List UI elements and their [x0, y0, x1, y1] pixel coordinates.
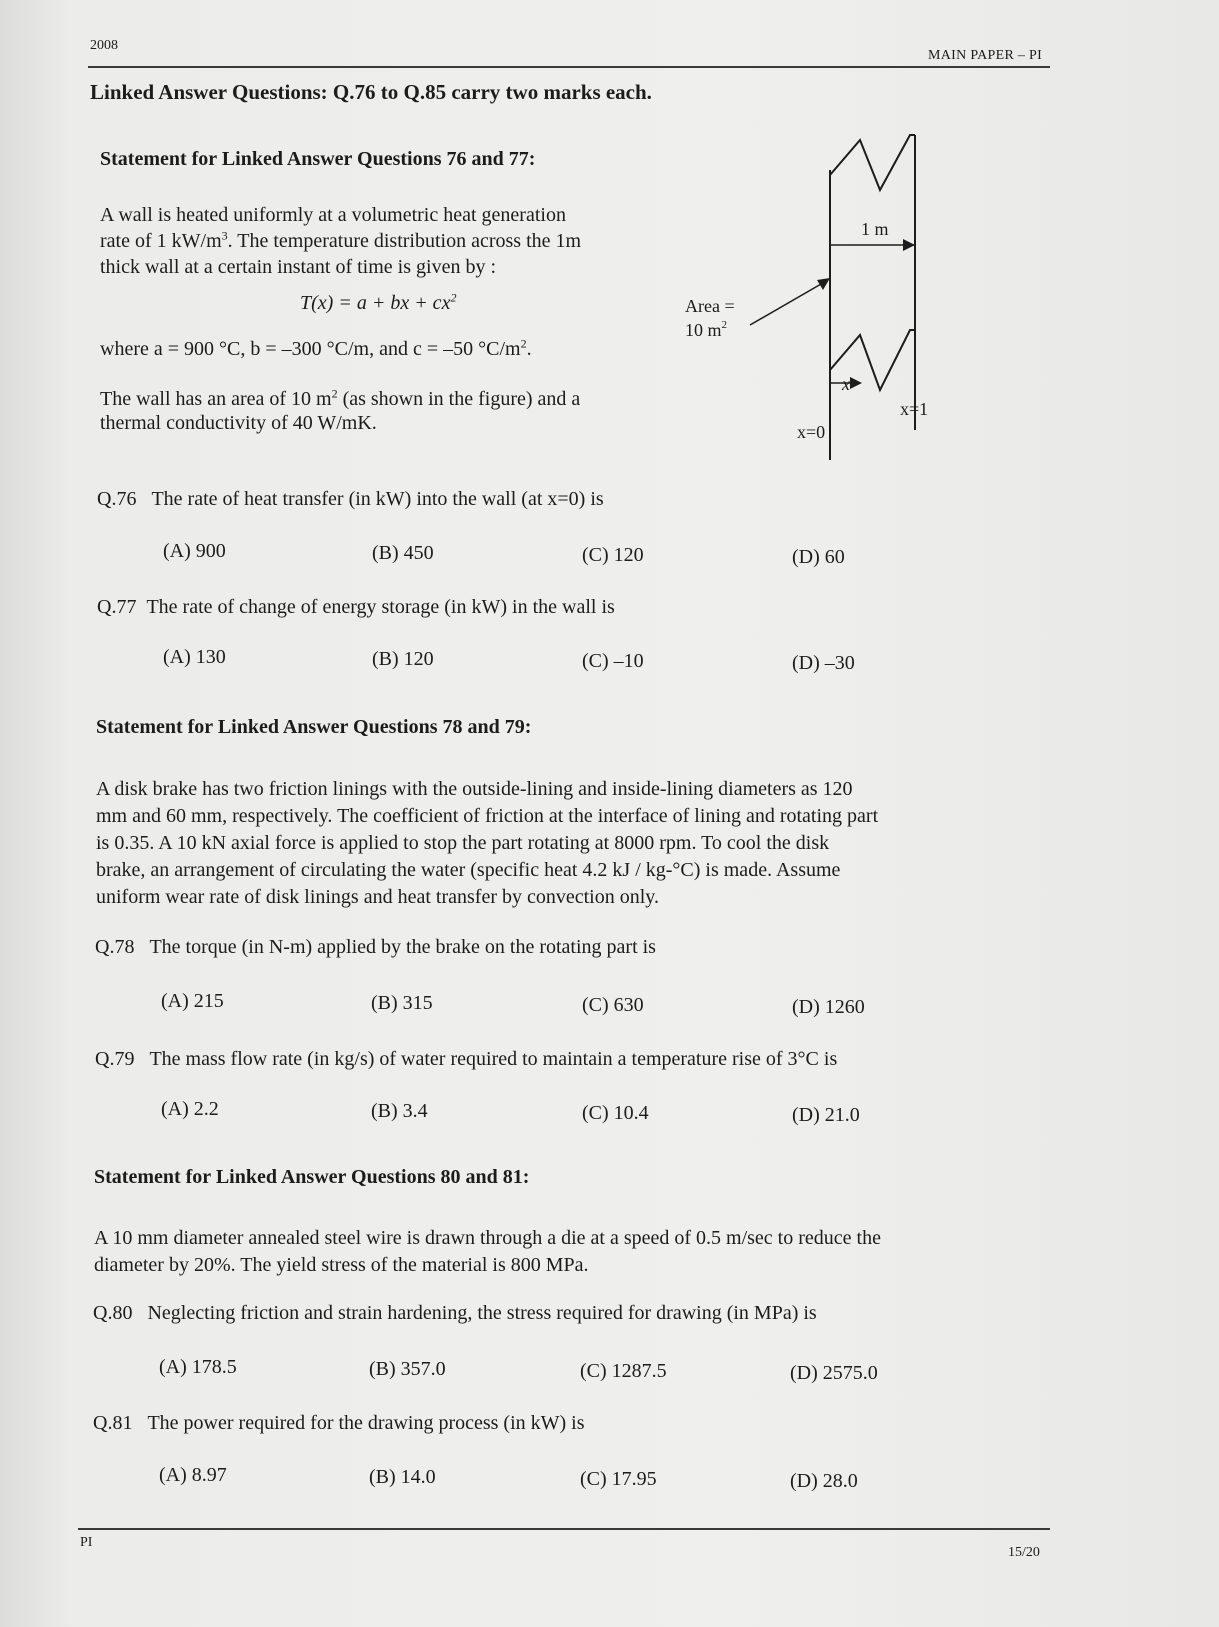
q79-option-c[interactable]: (C) 10.4 [582, 1102, 649, 1124]
q78-option-c[interactable]: (C) 630 [582, 994, 644, 1016]
statement-78-79-line5: uniform wear rate of disk linings and heat transfer by convection only. [96, 886, 659, 908]
q78-option-d[interactable]: (D) 1260 [792, 996, 865, 1018]
q78-option-a[interactable]: (A) 215 [161, 990, 224, 1012]
wall-area-line: The wall has an area of 10 $m^2$ (as shown in the figure) and a [100, 386, 581, 410]
area-label: Area = [685, 296, 735, 316]
q81-option-c[interactable]: (C) 17.95 [580, 1468, 657, 1490]
q76-option-a[interactable]: (A) 900 [163, 540, 226, 562]
statement-80-81-line1: A 10 mm diameter annealed steel wire is drawn through a die at a speed of 0.5 m/sec to reduce the [94, 1227, 881, 1249]
q77-option-b[interactable]: (B) 120 [372, 648, 434, 670]
section-heading-76-77: Statement for Linked Answer Questions 76 and 77: [100, 148, 536, 170]
area-value: 10 $m^2$ [685, 319, 728, 340]
x0-label: x=0 [797, 422, 826, 442]
q81-option-a[interactable]: (A) 8.97 [159, 1464, 227, 1486]
q79-option-b[interactable]: (B) 3.4 [371, 1100, 428, 1122]
area-pointer-line [750, 280, 828, 325]
q77-option-d[interactable]: (D) –30 [792, 652, 855, 674]
statement-78-79-line3: is 0.35. A 10 kN axial force is applied to stop the part rotating at 8000 rpm. To cool the disk [96, 832, 830, 854]
question-80: Q.80 Neglecting friction and strain hardening, the stress required for drawing (in MPa) is [93, 1302, 817, 1324]
page-title: Linked Answer Questions: Q.76 to Q.85 carry two marks each. [90, 80, 652, 104]
temperature-formula: T(x) = a + bx + $cx^2$ [300, 290, 457, 314]
section-heading-80-81: Statement for Linked Answer Questions 80 and 81: [94, 1166, 530, 1188]
top-break-line [830, 135, 915, 190]
q81-option-d[interactable]: (D) 28.0 [790, 1470, 858, 1492]
question-78: Q.78 The torque (in N-m) applied by the brake on the rotating part is [95, 936, 656, 958]
wall-figure [685, 130, 980, 470]
q76-option-d[interactable]: (D) 60 [792, 546, 845, 568]
q76-option-b[interactable]: (B) 450 [372, 542, 434, 564]
area-pointer-arrowhead [817, 278, 830, 290]
q77-option-a[interactable]: (A) 130 [163, 646, 226, 668]
question-76: Q.76 The rate of heat transfer (in kW) into the wall (at x=0) is [97, 488, 604, 510]
q81-option-b[interactable]: (B) 14.0 [369, 1466, 436, 1488]
question-79: Q.79 The mass flow rate (in kg/s) of water required to maintain a temperature rise of 3°C is [95, 1048, 838, 1070]
page-number: 15/20 [1008, 1545, 1040, 1560]
header-year: 2008 [90, 38, 118, 53]
header-rule [88, 66, 1050, 68]
footer-paper-code: PI [80, 1535, 93, 1550]
question-81: Q.81 The power required for the drawing process (in kW) is [93, 1412, 585, 1434]
statement-78-79-line4: brake, an arrangement of circulating the water (specific heat 4.2 kJ / kg-°C) is made. Assume [96, 859, 841, 881]
x-axis-label: x [842, 374, 850, 394]
question-77: Q.77 The rate of change of energy storage (in kW) in the wall is [97, 596, 615, 618]
statement-76-77-line2: rate of 1 $kW/m^3$. The temperature distribution across the 1m [100, 228, 582, 252]
statement-76-77-line3: thick wall at a certain instant of time is given by : [100, 256, 497, 278]
statement-76-77-line1: A wall is heated uniformly at a volumetric heat generation [100, 204, 566, 226]
thickness-arrowhead [903, 239, 915, 251]
statement-78-79-line2: mm and 60 mm, respectively. The coefficient of friction at the interface of lining and rotating part [96, 805, 879, 827]
q79-option-a[interactable]: (A) 2.2 [161, 1098, 219, 1120]
wall-conductivity-line: thermal conductivity of 40 W/mK. [100, 412, 377, 434]
statement-80-81-line2: diameter by 20%. The yield stress of the material is 800 MPa. [94, 1254, 589, 1276]
q78-option-b[interactable]: (B) 315 [371, 992, 433, 1014]
q77-option-c[interactable]: (C) –10 [582, 650, 644, 672]
x1-label: x=1 [900, 399, 929, 419]
q80-option-d[interactable]: (D) 2575.0 [790, 1362, 878, 1384]
x-axis-arrowhead [850, 377, 862, 389]
constants-line: where a = 900 °C, b = –300 °C/m, and c = –50 $^\circ C/m^2$. [100, 336, 532, 360]
q79-option-d[interactable]: (D) 21.0 [792, 1104, 860, 1126]
footer-rule [78, 1528, 1050, 1530]
thickness-label: 1 m [861, 219, 889, 239]
statement-78-79-line1: A disk brake has two friction linings with the outside-lining and inside-lining diameters as 120 [96, 778, 853, 800]
q80-option-a[interactable]: (A) 178.5 [159, 1356, 237, 1378]
q80-option-c[interactable]: (C) 1287.5 [580, 1360, 667, 1382]
section-heading-78-79: Statement for Linked Answer Questions 78 and 79: [96, 716, 532, 738]
q76-option-c[interactable]: (C) 120 [582, 544, 644, 566]
q80-option-b[interactable]: (B) 357.0 [369, 1358, 446, 1380]
header-paper: MAIN PAPER – PI [928, 48, 1043, 63]
